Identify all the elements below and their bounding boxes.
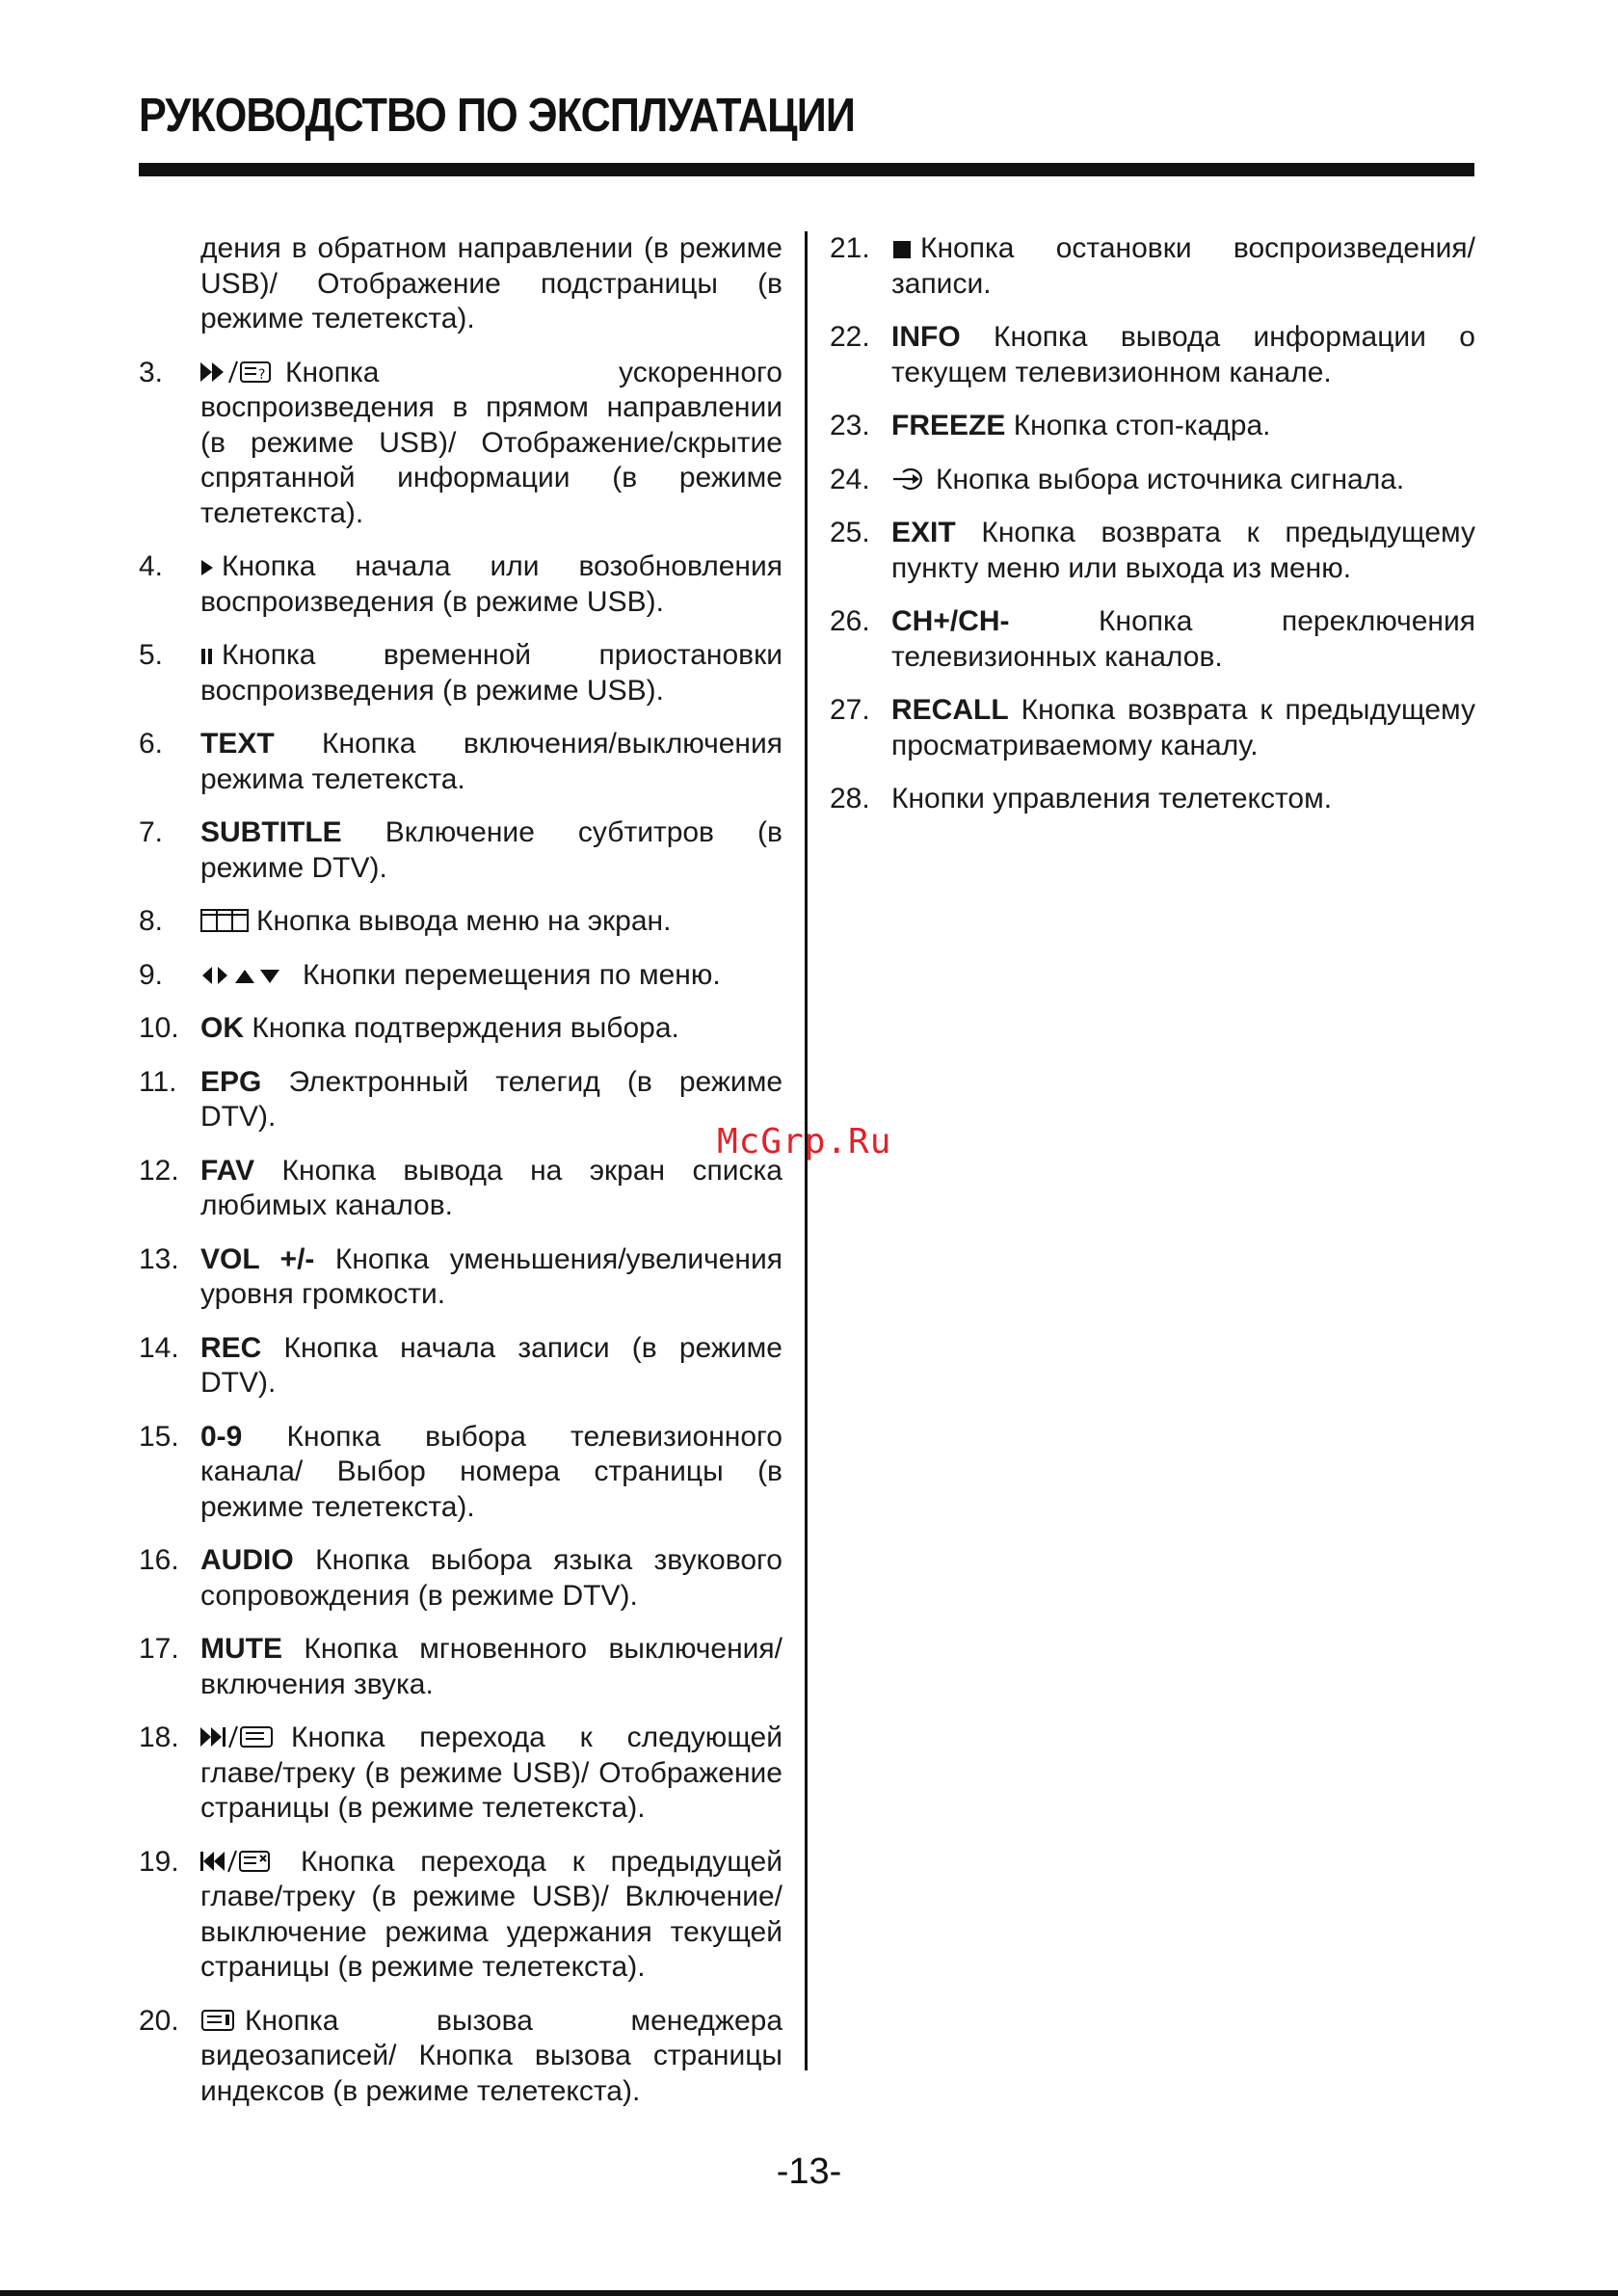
item-text: Кнопка мгновенного выключения/ включения звука. [200,1633,783,1700]
bottom-rule [0,2290,1618,2296]
arrows-icon [200,964,295,987]
list-item-9 [139,958,782,994]
item-body [891,231,1475,302]
list-item-15 [139,1420,782,1526]
item-body [200,356,782,532]
item-text: Кнопка уменьшения/увеличения уровня громкости. [200,1242,782,1310]
fast-forward-teletext-reveal-icon [200,360,278,385]
watermark: McGrp.Ru [717,1122,892,1161]
list-item-14 [139,1331,782,1402]
item-text: Кнопка включения/выключения режима телетекста. [200,728,782,795]
item-body [891,604,1475,675]
item-body [200,1845,782,1986]
header-rule [139,163,1474,176]
item-body [200,549,782,620]
item-text: Кнопка вывода на экран списка любимых каналов. [200,1154,782,1221]
list-item-22 [830,320,1475,390]
item-number: 16. [139,1544,179,1576]
list-item-19 [139,1845,782,1986]
item-number: 18. [139,1722,179,1753]
button-keyword: CH+/CH- [891,605,1010,637]
item-body [891,409,1475,444]
list-item-11 [139,1065,782,1135]
list-item-20 [139,2004,782,2110]
list-item-18 [139,1721,782,1827]
item-number: 26. [830,605,870,637]
list-item-10 [139,1011,782,1047]
item-text: дения в обратном направлении (в режиме USB)/ Отображение подстраницы (в режиме телетекста). [200,232,782,334]
button-keyword: FAV [200,1154,255,1187]
item-text: Кнопки перемещения по меню. [303,958,721,991]
item-text: Кнопка ускоренного воспроизведения в прямом направлении (в режиме USB)/ Отображение/скрытие спрятанной информации (в режиме телетекста). [200,356,782,529]
item-text: Кнопка подтверждения выбора. [252,1012,679,1044]
list-item-4 [139,549,782,620]
item-number: 23. [830,410,870,441]
list-item-28 [830,782,1475,817]
item-body [891,693,1475,763]
button-keyword: AUDIO [200,1544,294,1576]
item-body [200,727,782,797]
left-column [139,231,782,2127]
item-body [200,1420,782,1526]
button-keyword: INFO [891,321,961,353]
item-number: 5. [139,639,164,671]
list-item-16 [139,1543,782,1614]
next-track-teletext-page-icon [200,1724,283,1749]
list-item-27 [830,693,1475,763]
play-icon [200,557,214,578]
item-body [200,1065,782,1135]
item-text: Кнопка начала записи (в режиме DTV). [200,1331,782,1399]
button-keyword: EPG [200,1065,262,1098]
item-body [891,782,1475,817]
button-keyword: REC [200,1331,262,1364]
svg-text:?: ? [258,366,266,383]
list-item-13 [139,1242,782,1313]
item-number: 21. [830,232,870,264]
pause-icon [200,646,214,667]
item-text: Кнопка выбора телевизионного канала/ Выбор номера страницы (в режиме телетекста). [200,1420,782,1523]
item-body [200,1242,782,1313]
item-body [891,463,1475,498]
item-number: 10. [139,1012,179,1044]
item-body [200,958,782,994]
item-text: Кнопка стоп-кадра. [1013,410,1271,441]
page-title: РУКОВОДСТВО ПО ЭКСПЛУАТАЦИИ [139,90,856,142]
item-number: 7. [139,816,164,848]
list-item-17 [139,1632,782,1702]
item-number: 27. [830,694,870,726]
button-keyword: SUBTITLE [200,816,342,848]
right-column [830,231,1475,836]
item-text: Кнопка временной приостановки воспроизведения (в режиме USB). [200,639,782,707]
item-text: Кнопка остановки воспроизведения/ записи. [891,232,1475,300]
item-number: 28. [830,783,870,814]
button-keyword: MUTE [200,1633,282,1665]
item-body [200,1011,782,1047]
item-number: 8. [139,905,164,937]
item-body [891,516,1475,586]
list-item-7 [139,815,782,886]
item-body [200,1721,782,1827]
item-body [200,638,782,708]
button-keyword: FREEZE [891,410,1006,441]
list-item-continuation [139,231,782,337]
item-number: 19. [139,1845,179,1878]
item-body [200,815,782,886]
item-number: 9. [139,958,164,991]
list-item-21 [830,231,1475,302]
item-number: 4. [139,550,164,582]
item-text: Электронный телегид (в режиме DTV). [200,1065,782,1133]
list-item-5 [139,638,782,708]
item-number: 20. [139,2004,179,2037]
item-text: Кнопка возврата к предыдущему просматриваемому каналу. [891,694,1475,761]
button-keyword: VOL +/- [200,1242,315,1275]
item-body [200,1331,782,1402]
item-text: Включение субтитров (в режиме DTV). [200,816,782,884]
item-number: 6. [139,728,164,760]
item-text: Кнопка перехода к предыдущей главе/треку (в режиме USB)/ Включение/ выключение режима удержания текущей страницы (в режиме телетекста). [200,1845,782,1983]
item-text: Кнопка начала или возобновления воспроизведения (в режиме USB). [200,550,782,618]
item-text: Кнопка вывода информации о текущем телевизионном канале. [891,321,1475,388]
item-number: 22. [830,321,870,353]
item-number: 17. [139,1633,179,1665]
item-text: Кнопка выбора языка звукового сопровождения (в режиме DTV). [200,1544,782,1612]
button-keyword: OK [200,1012,244,1044]
list-item-8 [139,904,782,940]
item-body [200,1154,782,1224]
item-number: 14. [139,1331,179,1364]
item-text: Кнопка вызова менеджера видеозаписей/ Кнопка вызова страницы индексов (в режиме телетекста). [200,2004,782,2107]
button-keyword: TEXT [200,728,275,760]
item-number: 24. [830,463,870,495]
item-text: Кнопка вывода меню на экран. [256,905,672,937]
list-item-23 [830,409,1475,444]
button-keyword: EXIT [891,517,956,548]
list-item-6 [139,727,782,797]
item-number: 13. [139,1242,179,1275]
item-number: 11. [139,1065,177,1098]
previous-track-teletext-hold-icon [200,1849,293,1874]
list-item-12 [139,1154,782,1224]
list-item-3 [139,356,782,532]
item-text: Кнопки управления телетекстом. [891,783,1333,814]
item-body [200,1632,782,1702]
item-number: 3. [139,356,164,388]
item-text: Кнопка переключения телевизионных каналов. [891,605,1475,673]
item-text: Кнопка возврата к предыдущему пункту меню или выхода из меню. [891,517,1475,584]
list-item-25 [830,516,1475,586]
menu-icon [200,908,249,933]
item-body [200,2004,782,2110]
stop-icon [891,239,913,260]
item-body [200,1543,782,1614]
button-keyword: 0-9 [200,1420,243,1453]
list-item-24 [830,463,1475,498]
source-input-icon [891,467,928,492]
item-number: 15. [139,1420,179,1453]
item-body [891,320,1475,390]
page-number: -13- [776,2151,842,2192]
teletext-index-icon [200,2008,237,2033]
button-keyword: RECALL [891,694,1009,726]
item-text: Кнопка выбора источника сигнала. [936,463,1405,495]
item-text: Кнопка перехода к следующей главе/треку (в режиме USB)/ Отображение страницы (в режиме телетекста). [200,1722,782,1824]
list-item-26 [830,604,1475,675]
item-body [200,904,782,940]
item-number: 25. [830,517,870,548]
item-number: 12. [139,1154,179,1187]
